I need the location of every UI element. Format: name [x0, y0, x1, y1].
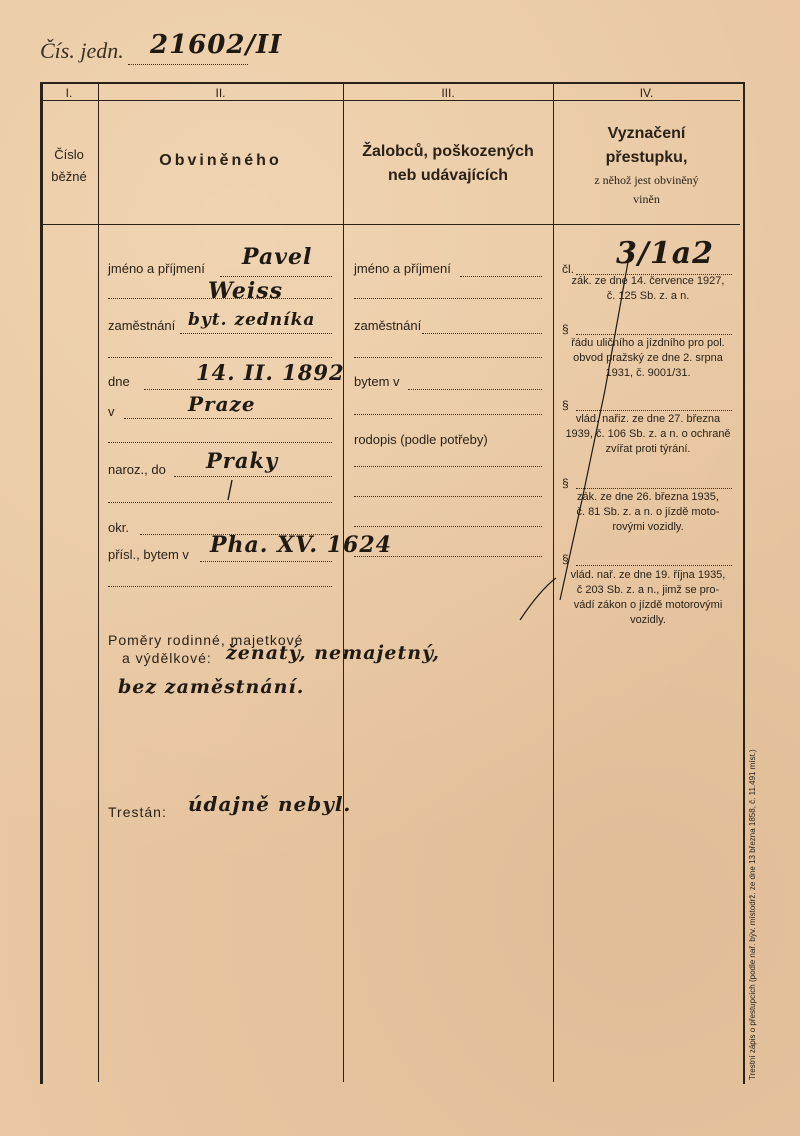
offence-strike-line [560, 262, 628, 600]
offence-law-3-line2: 1939, č. 106 Sb. z. a n. o ochraně [565, 428, 731, 440]
offence-article-value: 3/1a2 [616, 236, 715, 271]
offence-par-label-1: § [562, 322, 569, 336]
accused-family-value-1: ženatý, nemajetný, [226, 642, 440, 664]
side-note: Trestní zápis o přestupcích (podle nař. býv. místodrž. ze dne 13 března 1858, č. 11.491 míst.) [748, 749, 757, 1080]
accused-residence: Pha. XV. 1624 [210, 532, 392, 558]
offence-law-3-line3: zvířat proti týrání. [605, 443, 691, 455]
accused-family-label-1: Poměry rodinné, majetkové [108, 632, 304, 648]
accused-last-name: Weiss [208, 278, 284, 304]
offence-law-5-line4: vozidly. [630, 614, 666, 626]
accused-residence-label: přísl., bytem v [108, 547, 189, 562]
offence-law-1-line1: zák. ze dne 14. července 1927, [571, 275, 725, 287]
birth-mark [228, 480, 232, 500]
header-complainants-line2: neb udávajících [387, 167, 509, 184]
accused-occupation-label: zaměstnání [108, 318, 176, 333]
offence-law-2-line3: 1931, č. 9001/31. [605, 367, 691, 379]
offence-par-label-4: § [562, 552, 569, 566]
header-complainants-line1: Žalobců, poškozených [362, 143, 534, 160]
complainant-rodopis-label: rodopis (podle potřeby) [354, 432, 488, 447]
reference-label: Čís. jedn. [40, 38, 124, 63]
accused-district-label: okr. [108, 520, 129, 535]
offence-article-label: čl. [562, 262, 574, 276]
header-offence-line4: viněn [633, 192, 660, 206]
accused-family-label-2: a výdělkové: [122, 650, 212, 666]
complainant-name-label: jméno a příjmení [354, 261, 451, 276]
offence-law-4-line3: rovými vozidly. [612, 521, 684, 533]
offence-law-3-line1: vlád. nařiz. ze dne 27. března [575, 413, 721, 425]
offence-law-4-line2: č. 81 Sb. z. a n. o jízdě moto- [576, 506, 720, 518]
accused-first-name: Pavel [242, 244, 313, 270]
accused-birth-label: naroz., do [108, 462, 166, 477]
offence-law-2-line1: řádu uličního a jízdního pro pol. [571, 337, 725, 349]
header-accused: Obviněného [159, 152, 282, 169]
complainant-strike-line [520, 578, 556, 620]
complainant-residence-label: bytem v [354, 374, 400, 389]
header-offence-line1: Vyznačení [607, 125, 686, 142]
accused-convicted-label: Trestán: [108, 804, 167, 820]
column-number-4: IV. [639, 86, 654, 100]
accused-place-label: v [108, 404, 115, 419]
header-number-line1: Číslo [54, 147, 84, 162]
accused-name-label: jméno a příjmení [108, 261, 205, 276]
column-number-3: III. [441, 86, 455, 100]
offence-law-5-line1: vlád. nař. ze dne 19. října 1935, [570, 569, 726, 581]
accused-convicted-value: údajně nebyl. [188, 792, 352, 816]
accused-date-label: dne [108, 374, 130, 389]
header-number-line2: běžné [51, 169, 87, 184]
offence-law-2-line2: obvod pražský ze dne 2. srpna [573, 352, 723, 364]
column-number-1: I. [65, 86, 73, 100]
offence-law-1-line2: č. 125 Sb. z. a n. [606, 290, 690, 302]
column-number-2: II. [215, 86, 226, 100]
accused-family-value-2: bez zaměstnání. [118, 676, 305, 698]
accused-birth: Praky [206, 448, 279, 473]
offence-law-5-line2: č 203 Sb. z. a n., jimž se pro- [576, 584, 720, 596]
reference-number: 21602/II [150, 30, 283, 60]
offence-law-5-line3: vádí zákon o jízdě motorovými [573, 599, 723, 611]
complainant-occupation-label: zaměstnání [354, 318, 422, 333]
accused-date: 14. II. 1892 [196, 360, 345, 385]
header-offence-line2: přestupku, [605, 149, 688, 166]
offence-par-label-2: § [562, 398, 569, 412]
accused-occupation: byt. zedníka [188, 310, 316, 330]
offence-law-4-line1: zák. ze dne 26. března 1935, [577, 491, 719, 503]
header-offence-line3: z něhož jest obviněný [594, 173, 699, 187]
offence-par-label-3: § [562, 476, 569, 490]
accused-place: Praze [188, 392, 256, 416]
